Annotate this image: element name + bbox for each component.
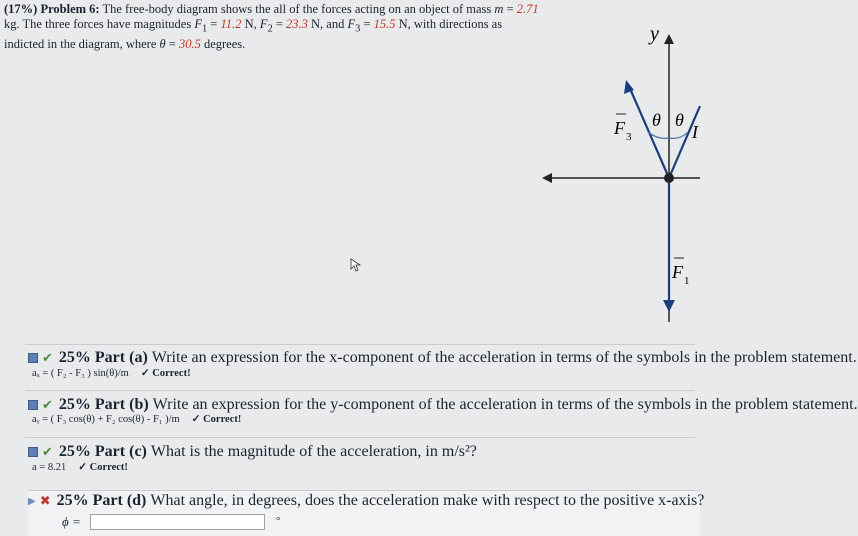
part-b-toggle-icon[interactable] [28, 400, 38, 410]
part-b-answer: aᵧ = ( F₃ cos(θ) + F₂ cos(θ) - F₁ )/m [32, 413, 180, 425]
part-a-header[interactable] [28, 349, 857, 367]
origin-point [664, 173, 674, 183]
y-axis-label: y [650, 23, 659, 45]
part-b-question: Write an expression for the y-component of the acceleration in terms of the symbols in the problem statement. [152, 396, 858, 413]
mass-value: 2.71 [516, 2, 539, 16]
degrees-text: degrees. [203, 36, 246, 51]
f3-vector [628, 84, 669, 178]
part-b-answer-row [32, 413, 241, 425]
part-b-percent: 25% [58, 396, 91, 413]
part-c-question: What is the magnitude of the acceleration, in m/s²? [150, 443, 477, 460]
part-c-header[interactable] [28, 443, 477, 461]
f3-value: 15.5 [373, 17, 396, 31]
f1-subscript: 1 [684, 275, 690, 287]
y-axis-arrow-icon [664, 34, 674, 44]
problem-text-2: kg. The three forces have magnitudes [4, 17, 192, 31]
part-c-answer: a = 8.21 [32, 461, 67, 473]
part-d-label: Part (d) [92, 492, 147, 509]
phi-answer-input[interactable] [90, 514, 265, 530]
part-a-toggle-icon[interactable] [28, 353, 38, 363]
theta-arc-right [669, 132, 688, 138]
part-a-question: Write an expression for the x-component of the acceleration in terms of the symbols in the problem statement. [151, 349, 857, 366]
divider [25, 390, 695, 391]
mass-symbol: m [494, 2, 504, 16]
free-body-diagram [520, 10, 700, 330]
part-b-status: ✓ Correct! [191, 414, 242, 425]
part-a-answer-row [32, 367, 191, 379]
f1-arrowhead-icon [663, 300, 675, 312]
part-b-header[interactable] [28, 396, 858, 414]
f2-value: 23.3 [286, 17, 308, 31]
part-a-status: ✓ Correct! [140, 368, 191, 379]
theta-right-label: θ [675, 110, 684, 130]
theta-left-label: θ [652, 110, 661, 130]
f3-subscript: 3 [626, 131, 632, 143]
f1-value: 11.2 [220, 17, 242, 31]
f2-partial-label: I [692, 122, 698, 142]
x-axis-arrow-icon [542, 173, 552, 183]
part-c-toggle-icon[interactable] [28, 447, 38, 457]
f1-label: F [672, 262, 683, 282]
check-icon: ✔ [42, 444, 53, 459]
phi-label: ϕ = [62, 514, 81, 529]
part-c-answer-row [32, 461, 128, 473]
theta-value: 30.5 [178, 36, 201, 51]
problem-prefix: (17%) Problem 6: [4, 2, 100, 16]
check-icon: ✔ [42, 397, 53, 412]
degree-unit: ° [276, 515, 281, 527]
f2-vector [669, 106, 700, 178]
problem-text-1: The free-body diagram shows the all of the forces acting on an object of mass [102, 2, 492, 16]
problem-text-3: directions as indicted in the diagram, where [4, 17, 503, 51]
part-d-percent: 25% [56, 492, 89, 509]
divider [25, 437, 695, 438]
part-d-header[interactable] [28, 492, 704, 510]
part-a-label: Part (a) [94, 349, 148, 366]
part-c-label: Part (c) [94, 443, 147, 460]
part-c-status: ✓ Correct! [78, 462, 128, 473]
problem-statement: (17%) Problem 6: The free-body diagram shows the all of the forces acting on an object of mass m = 2.71 kg. The three forces have magnitudes $F_1 = 11.2$ N, $F_2 = 23.3$ N, and $F_3 = 15.5$ N, with directions as indicted in the diagram, where θ = 30.5 degrees. [4, 2, 539, 51]
part-a-answer: aₓ = ( F₂ - F₃ ) sin(θ)/m [32, 367, 129, 379]
expand-arrow-icon[interactable]: ▶ [28, 495, 36, 507]
part-b-label: Part (b) [94, 396, 149, 413]
check-icon: ✔ [42, 350, 53, 365]
divider [25, 344, 695, 345]
f3-label: F [614, 118, 625, 138]
part-d-question: What angle, in degrees, does the acceleration make with respect to the positive x-axis? [150, 492, 705, 509]
part-c-percent: 25% [58, 443, 91, 460]
incorrect-icon: ✖ [39, 493, 51, 508]
part-a-percent: 25% [58, 349, 91, 366]
mouse-cursor-icon [350, 258, 362, 272]
